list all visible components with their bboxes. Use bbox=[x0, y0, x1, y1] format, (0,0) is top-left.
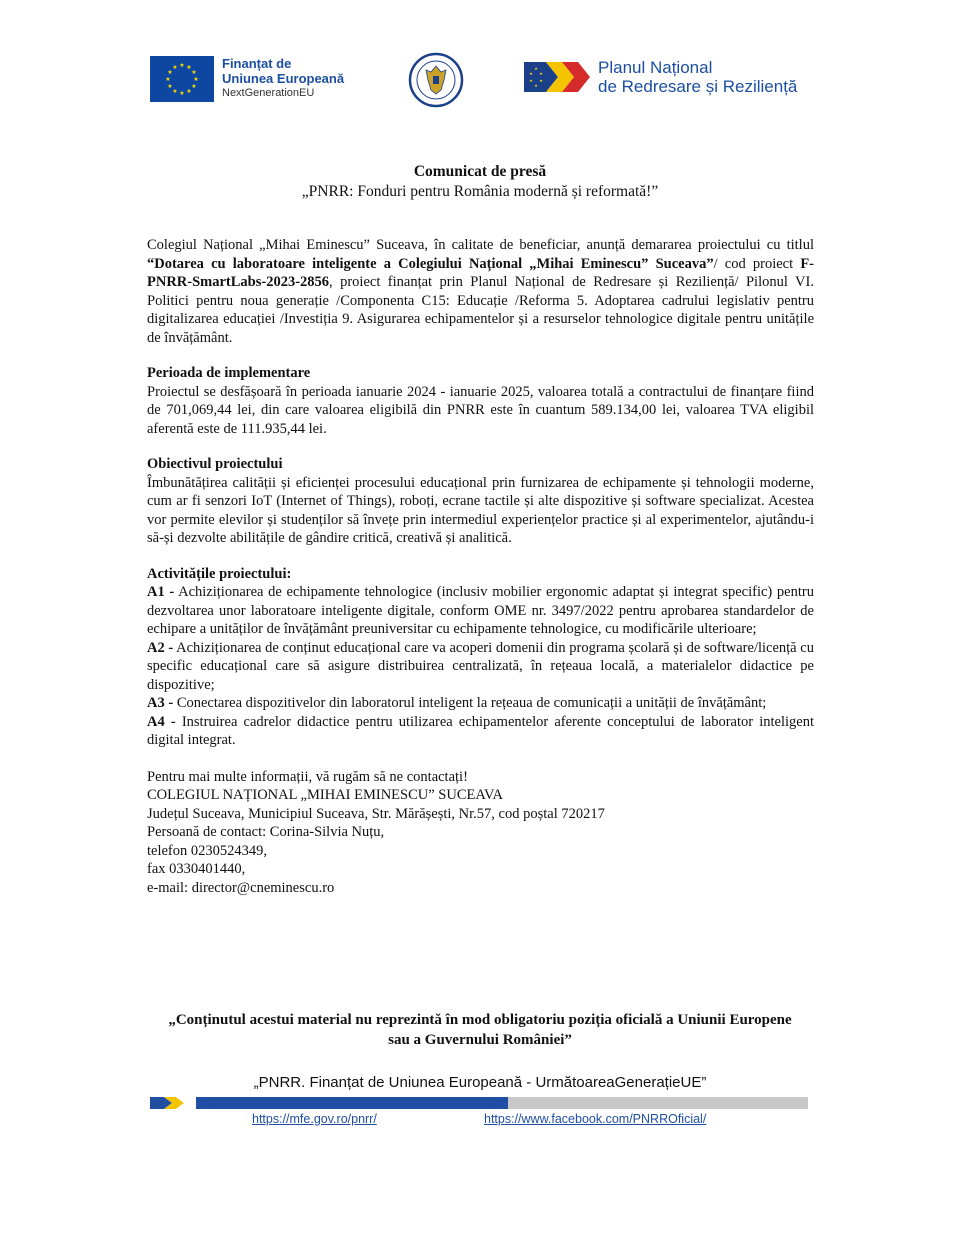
footer-bar bbox=[150, 1097, 808, 1109]
activities-section bbox=[147, 565, 814, 750]
press-release-body bbox=[147, 236, 814, 897]
activity-item bbox=[147, 713, 814, 750]
pnrr-label bbox=[598, 58, 797, 96]
footer-arrow-icon bbox=[150, 1097, 194, 1109]
svg-text:★: ★ bbox=[529, 71, 533, 76]
page-header bbox=[0, 0, 960, 130]
svg-text:★: ★ bbox=[534, 66, 538, 71]
activity-text: Achiziționarea de conținut educațional care va acoperi domenii din programa școlară și de software/licență cu specific educațional care să asigure distribuirea centralizată, în rețeaua locală, a materialelor didactice pe dispozitive; bbox=[147, 639, 814, 693]
project-code: F-PNRR-SmartLabs-2023-2856 bbox=[147, 255, 814, 290]
objective-heading: Obiectivul proiectului bbox=[147, 456, 283, 472]
contact-phone: telefon 0230524349, bbox=[147, 842, 268, 859]
svg-text:★: ★ bbox=[529, 78, 533, 83]
svg-text:★: ★ bbox=[539, 78, 543, 83]
intro-part2: / cod proiect bbox=[713, 255, 801, 272]
svg-text:★: ★ bbox=[186, 88, 192, 95]
contact-person: Persoană de contact: Corina-Silvia Nuțu, bbox=[147, 824, 385, 840]
facebook-link[interactable]: https://www.facebook.com/PNRROficial/ bbox=[484, 1112, 707, 1126]
svg-text:★: ★ bbox=[191, 83, 197, 90]
svg-text:★: ★ bbox=[167, 69, 173, 76]
activity-item bbox=[147, 694, 814, 713]
contact-intro: Pentru mai multe informații, vă rugăm să ne contactați! bbox=[147, 768, 468, 785]
activity-text: Instruirea cadrelor didactice pentru utilizarea echipamentelor aferente conceptului de laborator inteligent digital integrat. bbox=[147, 713, 814, 748]
implementation-text: Proiectul se desfășoară în perioada ianuarie 2024 - ianuarie 2025, valoarea totală a contractului de finanțare fiind de 701,069,44 lei, din care valoarea eligibilă din PNRR este în cuantum 589.134,00 lei, valoarea TVA eligibil aferentă este de 111.935,44 lei. bbox=[147, 383, 814, 437]
activity-code: A3 - bbox=[147, 695, 174, 711]
contact-email[interactable]: e-mail: director@cneminescu.ro bbox=[147, 879, 335, 896]
mfe-link[interactable]: https://mfe.gov.ro/pnrr/ bbox=[252, 1112, 377, 1126]
activities-heading: Activitățile proiectului: bbox=[147, 565, 292, 582]
svg-text:★: ★ bbox=[179, 62, 185, 69]
svg-text:★: ★ bbox=[172, 64, 178, 71]
activity-code: A2 - bbox=[147, 639, 174, 656]
romanian-government-seal-icon bbox=[408, 52, 464, 108]
activity-code: A4 - bbox=[147, 713, 176, 730]
eu-label-line1: Finanțat de bbox=[222, 56, 292, 71]
footer-bar-grey bbox=[508, 1097, 808, 1109]
svg-text:★: ★ bbox=[191, 69, 197, 76]
eu-flag-icon bbox=[150, 56, 214, 102]
pnrr-label-line1: Planul Național bbox=[598, 58, 713, 77]
svg-text:★: ★ bbox=[172, 88, 178, 95]
objective-section bbox=[147, 455, 814, 548]
activity-code: A1 - bbox=[147, 584, 175, 600]
eu-funding-label bbox=[222, 56, 344, 101]
svg-text:★: ★ bbox=[179, 90, 185, 97]
pnrr-label-line2: de Redresare și Reziliență bbox=[598, 77, 798, 96]
svg-text:★: ★ bbox=[539, 71, 543, 76]
footer-slogan: „PNRR. Finanțat de Uniunea Europeană - UrmătoareaGenerațieUE” bbox=[253, 1074, 707, 1091]
activity-item bbox=[147, 639, 814, 695]
page-subtitle: „PNRR: Fonduri pentru România modernă și reformată!” bbox=[301, 183, 659, 200]
eu-label-line2: Uniunea Europeană bbox=[222, 71, 345, 86]
svg-text:★: ★ bbox=[193, 76, 199, 83]
project-title: “Dotarea cu laboratoare inteligente a Colegiului Național „Mihai Eminescu” Suceava” bbox=[147, 255, 714, 272]
activity-text: Conectarea dispozitivelor din laboratorul inteligent la rețeaua de comunicații a unității de învățământ; bbox=[173, 695, 767, 711]
implementation-heading: Perioada de implementare bbox=[147, 365, 311, 381]
contact-org: COLEGIUL NAȚIONAL „MIHAI EMINESCU” SUCEAVA bbox=[147, 787, 504, 803]
footer-bar-blue bbox=[196, 1097, 508, 1109]
contact-fax: fax 0330401440, bbox=[147, 861, 246, 877]
objective-text: Îmbunătățirea calității și eficienței procesului educațional prin furnizarea de echipamente și tehnologii moderne, cum ar fi senzori IoT (Internet of Things), roboți, ecrane tactile și alte dispozitive și software specializat. Acestea vor permite elevilor și studenților să învețe prin intermediul experiențelor practice și al experimentelor, ajutându-i să-și dezvolte abilitățile de gândire critică, creativă și analitică. bbox=[147, 474, 814, 546]
page-title: Comunicat de presă bbox=[413, 163, 547, 180]
pnrr-flag-arrow-icon bbox=[524, 58, 592, 96]
contact-address: Județul Suceava, Municipiul Suceava, Str. Mărășești, Nr.57, cod poștal 720217 bbox=[147, 805, 605, 822]
implementation-section bbox=[147, 364, 814, 438]
svg-text:★: ★ bbox=[534, 83, 538, 88]
disclaimer: „Conținutul acestui material nu reprezintă în mod obligatoriu poziția oficială a Uniunii Europene sau a Guvernului României” bbox=[168, 1012, 792, 1048]
svg-text:★: ★ bbox=[186, 64, 192, 71]
intro-part1: Colegiul Național „Mihai Eminescu” Suceava, în calitate de beneficiar, anunță demararea proiectului cu titlul bbox=[147, 237, 814, 253]
title-block bbox=[140, 162, 820, 202]
intro-part3: , proiect finanțat prin Planul Național de Redresare și Reziliență/ Pilonul VI. Politici pentru noua generație /Componenta C15: Educație /Reforma 5. Adoptarea cadrului legislativ pentru digitalizarea educației /Investiția 9. Asigurarea echipamentelor și a resurselor tehnologice digitale pentru unitățile de învățământ. bbox=[147, 274, 814, 346]
intro-paragraph bbox=[147, 236, 814, 347]
activity-text: Achiziționarea de echipamente tehnologice (inclusiv mobilier ergonomic adaptat și integrat specific) pentru dezvoltarea unor laboratoare inteligente digitale, conform OME nr. 3497/2022 pentru aprobarea standardelor de echipare a unităților de învățământ preuniversitar cu echipamente tehnologice, cu modificările ulterioare; bbox=[147, 584, 814, 637]
svg-text:★: ★ bbox=[165, 76, 171, 83]
svg-text:★: ★ bbox=[167, 83, 173, 90]
activity-item bbox=[147, 583, 814, 639]
contact-block bbox=[147, 768, 814, 898]
eu-label-line3: NextGenerationEU bbox=[222, 87, 315, 99]
